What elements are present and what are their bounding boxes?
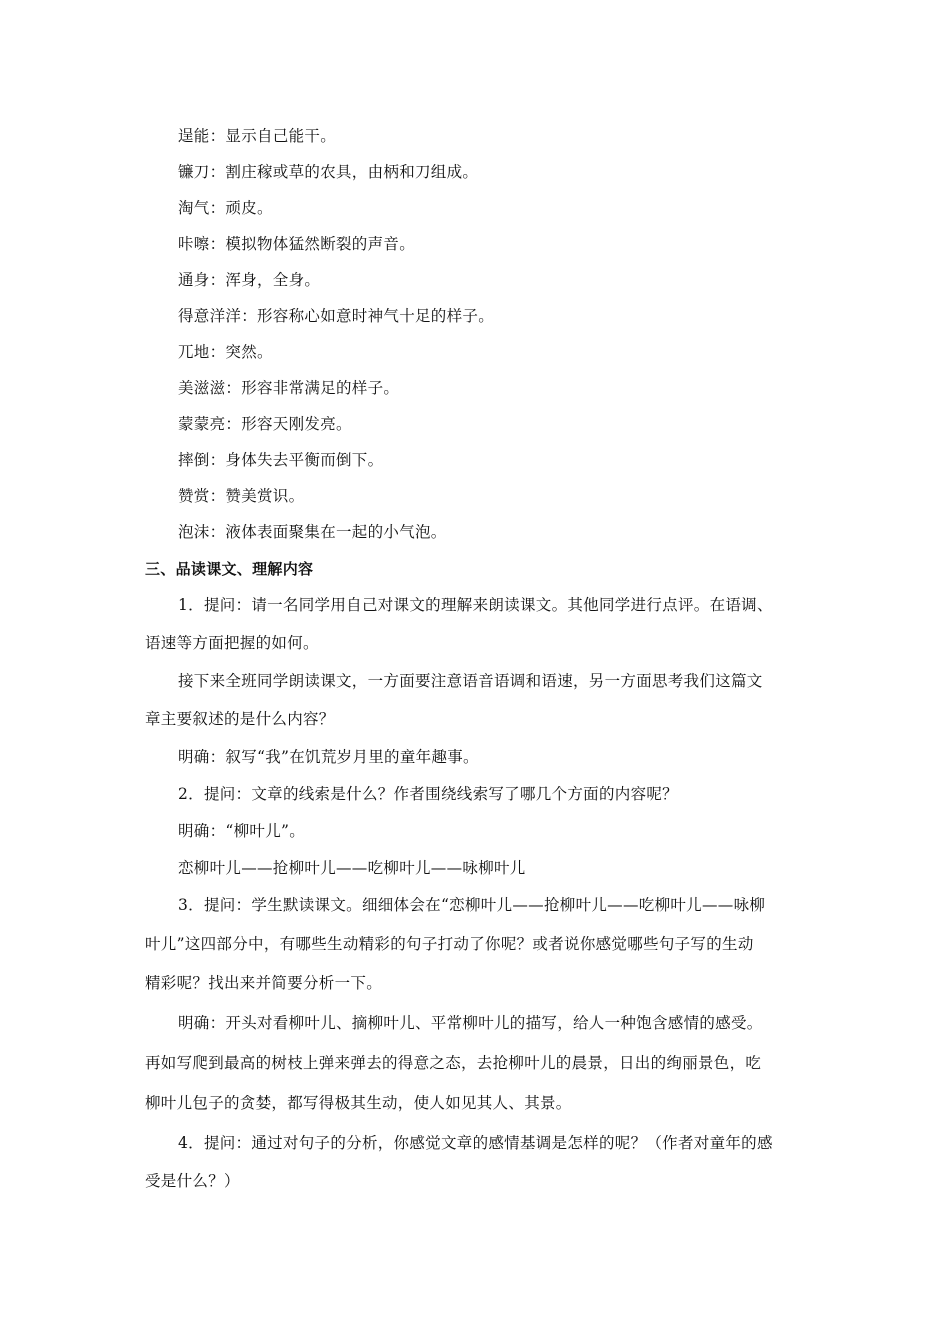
question-3-cont: 叶儿”这四部分中，有哪些生动精彩的句子打动了你呢？或者说你感觉哪些句子写的生动 [145,935,754,953]
question-2: 2．提问：文章的线索是什么？作者围绕线索写了哪几个方面的内容呢？ [178,785,678,803]
answer-2-chain: 恋柳叶儿——抢柳叶儿——吃柳叶儿——咏柳叶儿 [178,859,526,877]
glossary-item: 得意洋洋：形容称心如意时神气十足的样子。 [178,307,495,325]
question-3-cont: 精彩呢？找出来并简要分析一下。 [145,974,383,992]
glossary-item: 咔嚓：模拟物体猛然断裂的声音。 [178,235,416,253]
paragraph-read-aloud: 接下来全班同学朗读课文，一方面要注意语音语调和语速，另一方面思考我们这篇文 [178,672,763,690]
section-heading: 三、品读课文、理解内容 [145,560,314,578]
glossary-item: 逞能：显示自己能干。 [178,127,337,145]
question-1-cont: 语速等方面把握的如何。 [145,634,319,652]
glossary-item: 通身：浑身，全身。 [178,271,321,289]
question-1: 1．提问：请一名同学用自己对课文的理解来朗读课文。其他同学进行点评。在语调、 [178,596,773,614]
glossary-item: 美滋滋：形容非常满足的样子。 [178,379,400,397]
glossary-item: 蒙蒙亮：形容天刚发亮。 [178,415,352,433]
answer-1: 明确：叙写“我”在饥荒岁月里的童年趣事。 [178,748,479,766]
glossary-item: 镰刀：割庄稼或草的农具，由柄和刀组成。 [178,163,479,181]
glossary-item: 摔倒：身体失去平衡而倒下。 [178,451,384,469]
question-3: 3．提问：学生默读课文。细细体会在“恋柳叶儿——抢柳叶儿——吃柳叶儿——咏柳 [178,896,766,914]
glossary-item: 赞赏：赞美赏识。 [178,487,305,505]
glossary-item: 淘气：顽皮。 [178,199,273,217]
glossary-item: 兀地：突然。 [178,343,273,361]
glossary-item: 泡沫：液体表面聚集在一起的小气泡。 [178,523,447,541]
answer-3: 明确：开头对看柳叶儿、摘柳叶儿、平常柳叶儿的描写，给人一种饱含感情的感受。 [178,1014,763,1032]
answer-3-cont: 再如写爬到最高的树枝上弹来弹去的得意之态，去抢柳叶儿的晨景，日出的绚丽景色，吃 [145,1054,762,1072]
question-4: 4．提问：通过对句子的分析，你感觉文章的感情基调是怎样的呢？（作者对童年的感 [178,1134,773,1152]
paragraph-read-aloud-cont: 章主要叙述的是什么内容？ [145,710,335,728]
answer-2: 明确：“柳叶儿”。 [178,822,306,840]
answer-3-cont: 柳叶儿包子的贪婪，都写得极其生动，使人如见其人、其景。 [145,1094,572,1112]
question-4-cont: 受是什么？） [145,1172,240,1190]
